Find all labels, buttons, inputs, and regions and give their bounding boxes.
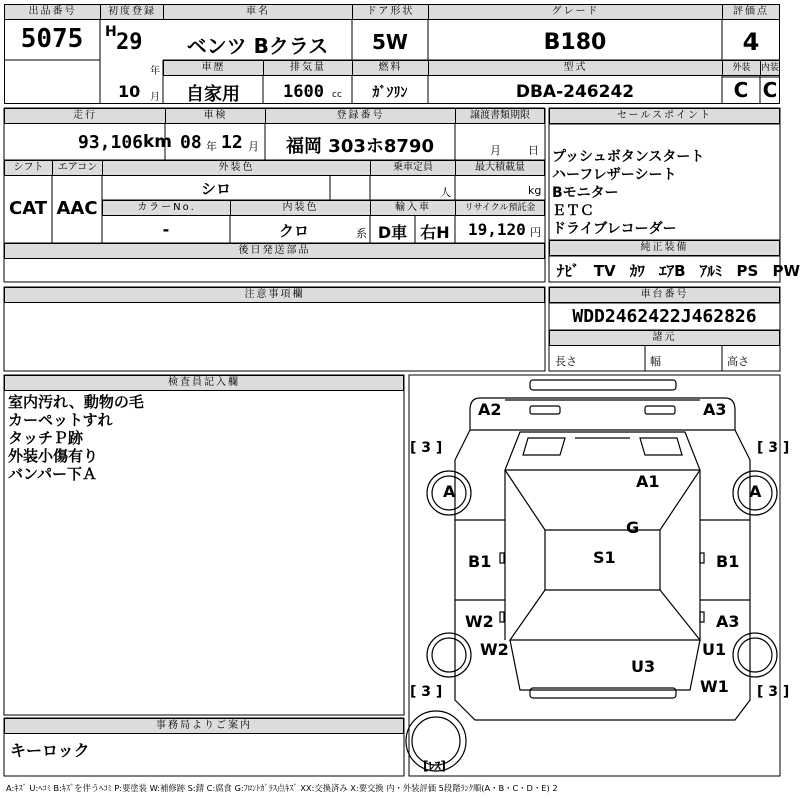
steering-side: 右H (420, 223, 450, 242)
air-conditioner: AAC (56, 198, 98, 219)
sales-point-item: プッシュボタンスタート (552, 149, 705, 165)
recycle-unit: 円 (530, 226, 541, 239)
mark-b1-right: B1 (716, 552, 740, 571)
inspector-note-line: タッチＰ跡 (8, 429, 84, 447)
ext-color: シロ (200, 180, 231, 198)
mark-a3-front: A3 (703, 400, 727, 419)
import-type: D車 (377, 223, 408, 242)
lot-no-header: 出品番号 (4, 4, 101, 20)
first-reg-header: 初度登録 (100, 4, 164, 20)
transfer-header: 譲渡書類期限 (455, 108, 545, 124)
inspection-year-unit: 年 (206, 140, 217, 153)
import-header: 輸入車 (370, 200, 456, 216)
mark-a3-door: A3 (716, 612, 740, 631)
model-code: DBA-246242 (515, 82, 635, 102)
mark-w1: W1 (700, 677, 729, 696)
mark-a-left-wheel: A (443, 482, 456, 501)
month-unit: 月 (150, 92, 160, 103)
car-name: ベンツ Bクラス (186, 34, 329, 58)
inspection-month: 12 (221, 132, 243, 153)
year-unit: 年 (150, 66, 160, 77)
plate-header: 登録番号 (265, 108, 456, 124)
spare-tire-label: [ﾚｽ] (423, 759, 446, 773)
office-note: キーロック (10, 741, 90, 760)
displacement: 1600 (283, 82, 324, 102)
mark-w2-fender: W2 (480, 640, 509, 659)
equipment-item: TV (593, 262, 616, 280)
ac-header: エアコン (52, 160, 103, 176)
sales-point-item: Bモニター (552, 185, 619, 201)
ext-color-header: 外装色 (102, 160, 371, 176)
score-header: 評価点 (722, 4, 780, 20)
int-color-unit: 系 (356, 227, 367, 240)
fuel-header: 燃料 (352, 60, 429, 76)
chassis-header: 車台番号 (549, 287, 780, 303)
equipment-item: ｴｱB (659, 262, 686, 280)
notes-header: 注意事項欄 (4, 287, 545, 303)
capacity-header: 乗車定員 (370, 160, 456, 176)
office-header: 事務局よりご案内 (4, 718, 404, 734)
spec-header: 諸元 (549, 330, 780, 346)
mark-b1-left: B1 (468, 552, 492, 571)
sales-point-item: ＥＴＣ (552, 203, 594, 219)
int-color: クロ (278, 222, 309, 240)
equipment-item: ｱﾙﾐ (699, 262, 723, 280)
mark-s1: S1 (593, 548, 616, 567)
tire-rear-left: [ 3 ] (410, 684, 443, 700)
car-name-header: 車名 (163, 4, 353, 20)
inspector-note-line: カーペットすれ (8, 411, 113, 429)
inspection-month-unit: 月 (248, 140, 259, 153)
color-no-header: カラーNo. (102, 200, 231, 216)
model-header: 型式 (428, 60, 723, 76)
history-header: 車歴 (163, 60, 264, 76)
door-header: ドア形状 (352, 4, 429, 20)
recycle-header: リサイクル預託金 (455, 200, 545, 216)
shift-header: シフト (4, 160, 53, 176)
mileage-unit: km (143, 132, 173, 152)
reg-year: 29 (116, 30, 143, 55)
era: H (105, 24, 117, 40)
equipment-item: PS (736, 262, 759, 280)
inspection-year: 08 (180, 132, 202, 153)
int-header: 内装 (760, 60, 780, 76)
plate-number: 福岡 303ホ8790 (286, 136, 434, 157)
grade-header: グレード (428, 4, 723, 20)
inspector-note-line: 室内汚れ、動物の毛 (8, 393, 144, 411)
color-no: - (162, 220, 170, 239)
fuel: ｶﾞｿﾘﾝ (372, 85, 408, 101)
mark-u3: U3 (631, 657, 656, 676)
mileage: 93,106 (78, 132, 144, 153)
transfer-month: 月 (490, 144, 501, 157)
tire-front-right: [ 3 ] (757, 440, 790, 456)
capacity-unit: 人 (440, 186, 451, 199)
tire-rear-right: [ 3 ] (757, 684, 790, 700)
recycle-fee: 19,120 (468, 220, 526, 239)
lot-no: 5075 (20, 24, 84, 54)
max-load-unit: kg (528, 184, 542, 197)
ext-header: 外装 (722, 60, 761, 76)
chassis-number: WDD2462422J462826 (572, 306, 757, 327)
tire-front-left: [ 3 ] (410, 440, 443, 456)
sales-point-item: ドライブレコーダー (552, 221, 677, 237)
score: 4 (742, 28, 760, 56)
ext-grade: C (733, 78, 749, 102)
sales-point-item: ハーフレザーシート (552, 167, 677, 183)
mark-u1: U1 (702, 640, 727, 659)
equipment-item: PW (772, 262, 800, 280)
height-label: 高さ (727, 355, 749, 368)
equipment-item: ｶﾜ (629, 262, 645, 280)
inspector-header: 検査員記入欄 (4, 375, 404, 391)
history: 自家用 (186, 84, 240, 105)
legend-text: A:ｷｽﾞ U:ﾍｺﾐ B:ｷｽﾞを伴うﾍｺﾐ P:要塗装 W:補修跡 S:錆 C:腐食 G:ﾌﾛﾝﾄｶﾞﾗｽ点ｷｽﾞ XX:交換済み X:要交換 内・外装評価 5段階ﾗﾝｸ順(A・B・C・D・E) 2 (6, 783, 558, 793)
int-color-header: 内装色 (230, 200, 371, 216)
shift: CAT (8, 198, 48, 219)
max-load-header: 最大積載量 (455, 160, 545, 176)
length-label: 長さ (555, 355, 577, 368)
reg-month: 10 (118, 82, 141, 101)
door-type: 5W (372, 30, 408, 54)
displacement-unit: cc (332, 90, 342, 100)
mark-a1: A1 (636, 472, 660, 491)
inspector-note-line: 外装小傷有り (8, 447, 99, 465)
inspector-note-line: バンパー下Ａ (8, 465, 97, 483)
mark-a-right-wheel: A (749, 482, 762, 501)
mileage-header: 走行 (4, 108, 166, 124)
sales-point-header: セールスポイント (549, 108, 780, 124)
transfer-day: 日 (528, 144, 539, 157)
mark-w2-door: W2 (465, 612, 494, 631)
equipment-item: ﾅﾋﾞ (557, 262, 580, 280)
width-label: 幅 (650, 355, 661, 368)
mark-a2: A2 (478, 400, 502, 419)
grade: B180 (543, 30, 607, 55)
equipment-header: 純正装備 (549, 240, 780, 256)
displacement-header: 排気量 (263, 60, 353, 76)
mark-g: G (626, 518, 640, 537)
inspection-header: 車検 (165, 108, 266, 124)
later-parts-header: 後日発送部品 (4, 243, 545, 259)
int-grade: C (762, 78, 778, 102)
